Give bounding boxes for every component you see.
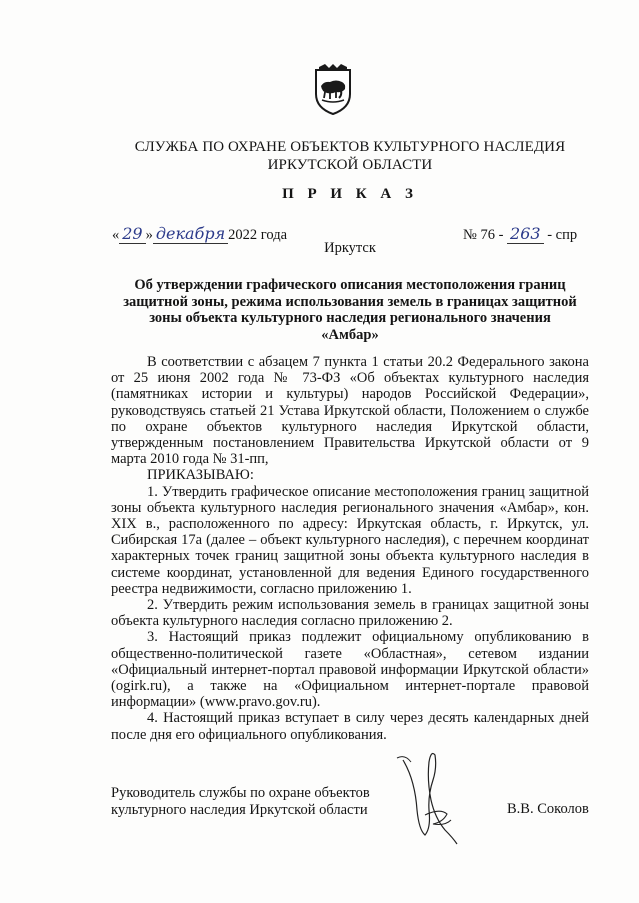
number-handwritten: 263 bbox=[507, 224, 544, 244]
number-prefix: № 76 - bbox=[463, 227, 504, 243]
order-item-4: 4. Настоящий приказ вступает в силу через десять календарных дней после дня его официального опубликования. bbox=[111, 710, 589, 743]
document-subject bbox=[118, 277, 582, 343]
date-month-handwritten: декабря bbox=[153, 224, 228, 244]
order-item-3: 3. Настоящий приказ подлежит официальному опубликованию в общественно-политической газете «Областная», сетевом издании «Официальный интернет-портал правовой информации Иркутской области» (ogirk.ru), а также на «Официальном интернет-портале правовой информации» (www.pravo.gov.ru). bbox=[111, 629, 589, 711]
organization-name-line1: СЛУЖБА ПО ОХРАНЕ ОБЪЕКТОВ КУЛЬТУРНОГО НАСЛЕДИЯ bbox=[134, 139, 566, 155]
signatory-title-line1: Руководитель службы по охране объектов bbox=[111, 785, 370, 801]
date-day-handwritten: 29 bbox=[119, 224, 145, 244]
organization-header bbox=[0, 138, 639, 174]
irkutsk-coat-of-arms-icon bbox=[312, 64, 354, 116]
subject-line4: «Амбар» bbox=[321, 326, 379, 343]
signatory-title bbox=[111, 785, 411, 818]
subject-line3: зоны объекта культурного наследия регионального значения bbox=[149, 310, 551, 326]
document-city: Иркутск bbox=[324, 240, 376, 256]
document-type-title: П Р И К А З bbox=[282, 186, 418, 202]
signatory-title-line2: культурного наследия Иркутской области bbox=[111, 801, 368, 818]
number-suffix: - спр bbox=[547, 227, 578, 243]
subject-line1: Об утверждении графического описания местоположения границ bbox=[134, 277, 566, 293]
order-item-1: 1. Утвердить графическое описание местоположения границ защитной зоны объекта культурного наследия регионального значения «Амбар», кон. XIX в., расположенного по адресу: Иркутская область, г. Иркутск, ул. Сибирская 17а (далее – объект культурного наследия), с перечнем координат характерных точек границ защитной зоны объекта культурного наследия в системе координат, установленной для ведения Единого государственного реестра недвижимости, согласно приложению 1. bbox=[111, 483, 589, 597]
organization-name-line2: ИРКУТСКОЙ ОБЛАСТИ bbox=[267, 157, 433, 173]
order-item-2: 2. Утвердить режим использования земель в границах защитной зоны объекта культурного наследия согласно приложению 2. bbox=[111, 597, 589, 630]
document-body bbox=[111, 354, 589, 743]
subject-line2: защитной зоны, режима использования земель в границах защитной bbox=[123, 293, 577, 310]
date-close-quote: » bbox=[145, 227, 153, 243]
preamble-paragraph: В соответствии с абзацем 7 пункта 1 статьи 20.2 Федерального закона от 25 июня 2002 года № 73-ФЗ «Об объектах культурного наследия (памятниках истории и культуры) народов Российской Федерации», руководствуясь статьей 21 Устава Иркутской области, Положением о службе по охране объектов культурного наследия Иркутской области, утвержденным постановлением Правительства Иркутской области от 9 марта 2010 года № 31-пп, bbox=[111, 354, 589, 468]
order-word: ПРИКАЗЫВАЮ: bbox=[147, 467, 254, 484]
signatory-name: В.В. Соколов bbox=[507, 801, 589, 817]
date-open-quote: « bbox=[112, 227, 120, 243]
date-year: 2022 года bbox=[228, 227, 288, 243]
